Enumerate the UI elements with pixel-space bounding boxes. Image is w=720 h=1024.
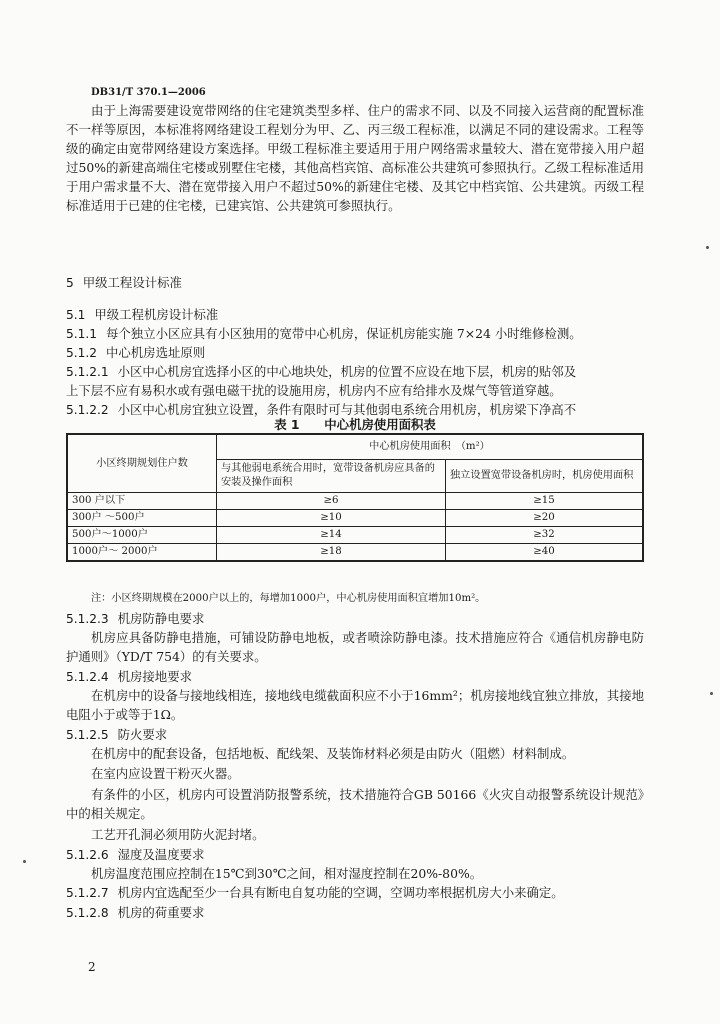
clause-5-1-2-6-body: 机房温度范围应控制在15℃到30℃之间，相对湿度控制在20%-80%。 — [91, 866, 483, 881]
clause-5-1-2-6 — [66, 845, 644, 865]
clause-title: 湿度及温度要求 — [117, 847, 205, 862]
scan-speck — [23, 860, 26, 863]
standard-code-header: DB31/T 370.1—2006 — [91, 87, 206, 98]
table-row — [67, 544, 643, 562]
cell-range: 1000户～ 2000户 — [67, 544, 217, 562]
clause-number: 5.1.2.1 — [66, 365, 109, 379]
section-title: 甲级工程设计标准 — [82, 275, 182, 290]
scan-speck — [710, 692, 713, 695]
page-number: 2 — [88, 960, 96, 974]
clause-number: 5.1.2.5 — [66, 728, 109, 742]
clause-title: 机房的荷重要求 — [117, 905, 205, 920]
cell-shared-area: ≥14 — [217, 527, 446, 544]
clause-number: 5.1.2.6 — [66, 848, 109, 862]
clause-title: 中心机房选址原则 — [106, 345, 206, 360]
clause-5-1-2-3-body: 机房应具备防静电措施，可铺设防静电地板，或者喷涂防静电漆。技术措施应符合《通信机房静电防护通则》（YD/T 754）的有关要求。 — [66, 630, 644, 664]
clause-5-1-2-1-line1 — [66, 362, 644, 382]
clause-text: 机房内宜选配至少一台具有断电自复功能的空调，空调功率根据机房大小来确定。 — [117, 885, 564, 900]
table-row — [67, 493, 643, 510]
clause-5-1-2-3 — [66, 609, 644, 629]
scan-speck — [706, 246, 709, 249]
cell-range: 500户～1000户 — [67, 527, 217, 544]
clause-number: 5.1.2.4 — [66, 670, 109, 684]
intro-paragraph: 由于上海需要建设宽带网络的住宅建筑类型多样、住户的需求不同、以及不同接入运营商的配置标准不一样等原因，本标准将网络建设工程划分为甲、乙、丙三级工程标准，以满足不同的建设需求。工程等级的确定由宽带网络建设方案选择。甲级工程标准主要适用于用户网络需求量较大、潜在宽带接入用户超过50%的新建高端住宅楼或别墅住宅楼，其他高档宾馆、高标准公共建筑可参照执行。乙级工程标准适用于用户需求量不大、潜在宽带接入用户不超过50%的新建住宅楼、及其它中档宾馆、公共建筑。丙级工程标准适用于已建的住宅楼，已建宾馆、公共建筑可参照执行。 — [66, 103, 644, 213]
section-title: 甲级工程机房设计标准 — [94, 307, 219, 322]
clause-5-1-2-4-body: 在机房中的设备与接地线相连，接地线电缆截面积应不小于16mm²；机房接地线宜独立排放，其接地电阻小于或等于1Ω。 — [66, 688, 644, 722]
clause-number: 5.1.2 — [66, 346, 98, 360]
clause-number: 5.1.2.7 — [66, 886, 109, 900]
clause-5-1-1 — [66, 324, 644, 344]
cell-shared-area: ≥18 — [217, 544, 446, 562]
clause-5-1-2-8 — [66, 903, 644, 923]
header-shared-room: 与其他弱电系统合用时，宽带设备机房应具备的安装及操作面积 — [217, 460, 446, 493]
section-5-heading — [66, 273, 644, 293]
clause-title: 机房防静电要求 — [117, 611, 205, 626]
fire-para-4: 工艺开孔洞必须用防火泥封堵。 — [91, 827, 265, 842]
cell-dedicated-area: ≥20 — [446, 510, 644, 527]
cell-dedicated-area: ≥32 — [446, 527, 644, 544]
cell-dedicated-area: ≥15 — [446, 493, 644, 510]
header-dedicated-room: 独立设置宽带设备机房时，机房使用面积 — [446, 460, 644, 493]
section-number: 5.1 — [66, 308, 86, 322]
clause-5-1-2 — [66, 343, 644, 363]
clause-title: 机房接地要求 — [117, 669, 192, 684]
section-number: 5 — [66, 276, 74, 290]
clause-5-1-2-4 — [66, 667, 644, 687]
cell-range: 300户 ～500户 — [67, 510, 217, 527]
clause-number: 5.1.2.8 — [66, 906, 109, 920]
header-households: 小区终期规划住户数 — [67, 434, 217, 493]
table-note: 注：小区终期规模在2000户以上的，每增加1000户，中心机房使用面积宜增加10m²。 — [91, 593, 486, 604]
header-area-group: 中心机房使用面积 （m²） — [217, 434, 644, 460]
fire-para-1: 在机房中的配套设备，包括地板、配线架、及装饰材料必须是由防火（阻燃）材料制成。 — [91, 746, 575, 761]
clause-number: 5.1.2.3 — [66, 612, 109, 626]
clause-text: 每个独立小区应具有小区独用的宽带中心机房，保证机房能实施 7×24 小时维修检测。 — [106, 326, 582, 341]
clause-5-1-2-1-line2: 上下层不应有易积水或有强电磁干扰的设施用房，机房内不应有给排水及煤气等管道穿越。 — [66, 383, 562, 398]
cell-range: 300 户以下 — [67, 493, 217, 510]
section-5-1-heading — [66, 305, 644, 325]
clause-number: 5.1.1 — [66, 327, 98, 341]
fire-para-3: 有条件的小区，机房内可设置消防报警系统，技术措施符合GB 50166《火灾自动报警系统设计规范》中的相关规定。 — [66, 787, 644, 821]
clause-number: 5.1.2.2 — [66, 403, 109, 417]
clause-5-1-2-7 — [66, 883, 644, 903]
cell-dedicated-area: ≥40 — [446, 544, 644, 562]
clause-title: 防火要求 — [117, 727, 168, 742]
clause-text: 小区中心机房宜选择小区的中心地块处，机房的位置不应设在地下层，机房的贴邻及 — [117, 364, 577, 379]
table-row — [67, 510, 643, 527]
clause-5-1-2-5 — [66, 725, 644, 745]
cell-shared-area: ≥6 — [217, 493, 446, 510]
table-row — [67, 527, 643, 544]
machine-room-area-table — [66, 433, 644, 562]
table-caption: 表 1 中心机房使用面积表 — [274, 417, 436, 432]
cell-shared-area: ≥10 — [217, 510, 446, 527]
fire-para-2: 在室内应设置干粉灭火器。 — [91, 766, 240, 781]
clause-text: 小区中心机房宜独立设置，条件有限时可与其他弱电系统合用机房，机房梁下净高不 — [117, 402, 577, 417]
